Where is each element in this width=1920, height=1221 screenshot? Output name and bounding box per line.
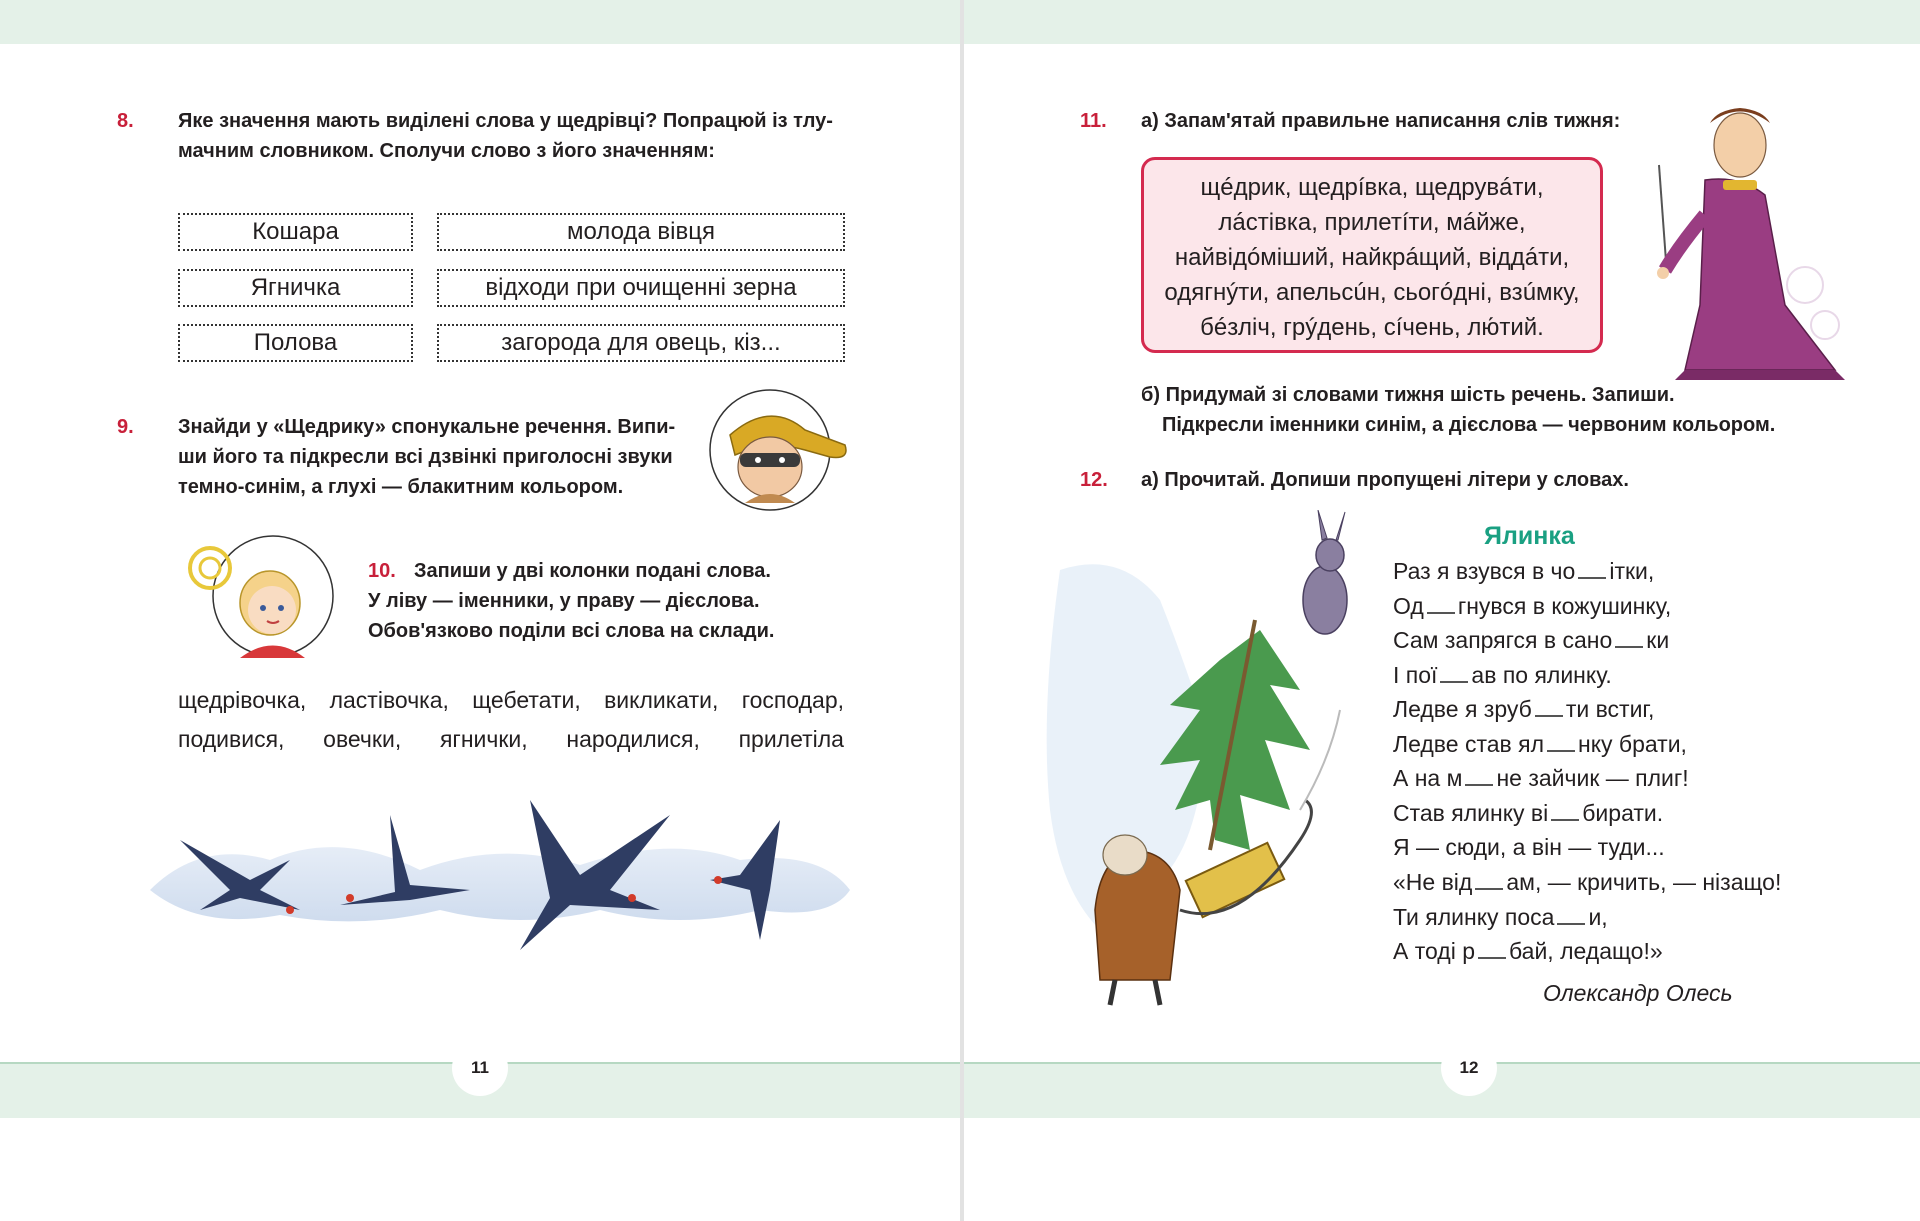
task-9-line-3: темно-синім, а глухі — блакитним кольором.: [178, 476, 624, 498]
swallows-illustration: [140, 780, 860, 960]
word: ластівочка,: [329, 687, 449, 713]
words-row-1: [178, 687, 844, 714]
top-band: [0, 0, 960, 44]
missing-letter-blank[interactable]: [1578, 561, 1606, 579]
task-8-line-1: Яке значення мають виділені слова у щедрівці? Попрацюй із тлу-: [178, 110, 833, 132]
week-words-line: бéзліч, грýдень, сíчень, лю́тий.: [1200, 314, 1544, 341]
missing-letter-blank[interactable]: [1557, 907, 1585, 925]
task-8-text: [178, 106, 858, 166]
task-9-line-2: ши його та підкресли всі дзвінкі приголосні звуки: [178, 446, 673, 468]
poem-line: І пої ав по ялинку.: [1393, 662, 1612, 688]
task-11-part-b: [1141, 380, 1841, 440]
match-word-3[interactable]: Полова: [178, 324, 413, 362]
word: викликати,: [604, 687, 719, 713]
task-8-number: 8.: [117, 110, 134, 132]
task-9-text: [178, 412, 698, 502]
task-11-number: 11.: [1080, 110, 1107, 132]
task-11-part-b-line-2: Підкресли іменники синім, а дієслова — червоним кольором.: [1162, 414, 1776, 436]
girl-illustration: [185, 528, 335, 663]
task-8-line-2: мачним словником. Сполучи слово з його значенням:: [178, 140, 715, 162]
match-meaning-1[interactable]: молода вівця: [437, 213, 845, 251]
word: подивися,: [178, 726, 285, 752]
winter-fir-tree-illustration: [1040, 510, 1380, 1010]
word: щедрівочка,: [178, 687, 307, 713]
match-meaning-3[interactable]: загорода для овець, кіз...: [437, 324, 845, 362]
missing-letter-blank[interactable]: [1535, 699, 1563, 717]
poem-line: Став ялинку ві бирати.: [1393, 800, 1664, 826]
word: господар,: [741, 687, 844, 713]
missing-letter-blank[interactable]: [1465, 768, 1493, 786]
missing-letter-blank[interactable]: [1440, 665, 1468, 683]
week-words-line: найвідóміший, найкрáщий, віддáти,: [1174, 244, 1570, 271]
missing-letter-blank[interactable]: [1475, 872, 1503, 890]
poem-line: Я — сюди, а він — туди...: [1393, 834, 1665, 860]
missing-letter-blank[interactable]: [1547, 734, 1575, 752]
match-word-2[interactable]: Ягничка: [178, 269, 413, 307]
missing-letter-blank[interactable]: [1551, 803, 1579, 821]
poem-author: Олександр Олесь: [1543, 980, 1733, 1006]
word: овечки,: [323, 726, 402, 752]
missing-letter-blank[interactable]: [1615, 630, 1643, 648]
match-word-1[interactable]: Кошара: [178, 213, 413, 251]
teacher-lady-illustration: [1645, 105, 1845, 380]
poem-line: Ти ялинку поса и,: [1393, 904, 1608, 930]
poem-line: А на м не зайчик — плиг!: [1393, 765, 1689, 791]
page-number: 11: [452, 1040, 508, 1096]
task-11-part-b-line-1: б) Придумай зі словами тижня шість речень. Запиши.: [1141, 384, 1675, 406]
poem-title: Ялинка: [1484, 522, 1575, 550]
task-11-part-a: а) Запам'ятай правильне написання слів тижня:: [1141, 110, 1621, 132]
task-12-number: 12.: [1080, 469, 1108, 491]
poem-line: Од гнувся в кожушинку,: [1393, 593, 1672, 619]
poem-line: А тоді р бай, ледащо!»: [1393, 938, 1663, 964]
poem-line: «Не від ам, — кричить, — нізащо!: [1393, 869, 1782, 895]
missing-letter-blank[interactable]: [1478, 941, 1506, 959]
task-9-number: 9.: [117, 416, 134, 438]
week-words-line: одягнýти, апельсúн, сьогóдні, взúмку,: [1164, 279, 1580, 306]
match-meaning-2[interactable]: відходи при очищенні зерна: [437, 269, 845, 307]
word: ягнички,: [439, 726, 528, 752]
boy-with-cap-illustration: [700, 385, 860, 515]
poem-line: Раз я взувся в чо ітки,: [1393, 558, 1655, 584]
task-10-line-3: Обов'язково поділи всі слова на склади.: [368, 620, 775, 642]
task-10-text: [368, 556, 838, 646]
words-of-the-week-box: [1141, 157, 1603, 353]
missing-letter-blank[interactable]: [1427, 596, 1455, 614]
poem-line: Сам запрягся в сано ки: [1393, 627, 1670, 653]
page-number: 12: [1441, 1040, 1497, 1096]
words-row-2: [178, 726, 844, 753]
top-band: [964, 0, 1920, 44]
poem-line: Ледве я зруб ти встиг,: [1393, 696, 1655, 722]
word: народилися,: [566, 726, 700, 752]
task-10-line-2: У ліву — іменники, у праву — дієслова.: [368, 590, 760, 612]
poem-line: Ледве став ял нку брати,: [1393, 731, 1687, 757]
week-words-line: лáстівка, прилетíти, мáйже,: [1218, 209, 1526, 236]
task-12-part-a: а) Прочитай. Допиши пропущені літери у словах.: [1141, 469, 1629, 491]
task-10-number: 10.: [368, 560, 396, 582]
word: прилетіла: [738, 726, 844, 752]
week-words-line: щéдрик, щедрíвка, щедрувáти,: [1200, 174, 1544, 201]
word: щебетати,: [472, 687, 581, 713]
task-10-line-1: Запиши у дві колонки подані слова.: [414, 560, 771, 582]
task-9-line-1: Знайди у «Щедрику» спонукальне речення. Випи-: [178, 416, 676, 438]
